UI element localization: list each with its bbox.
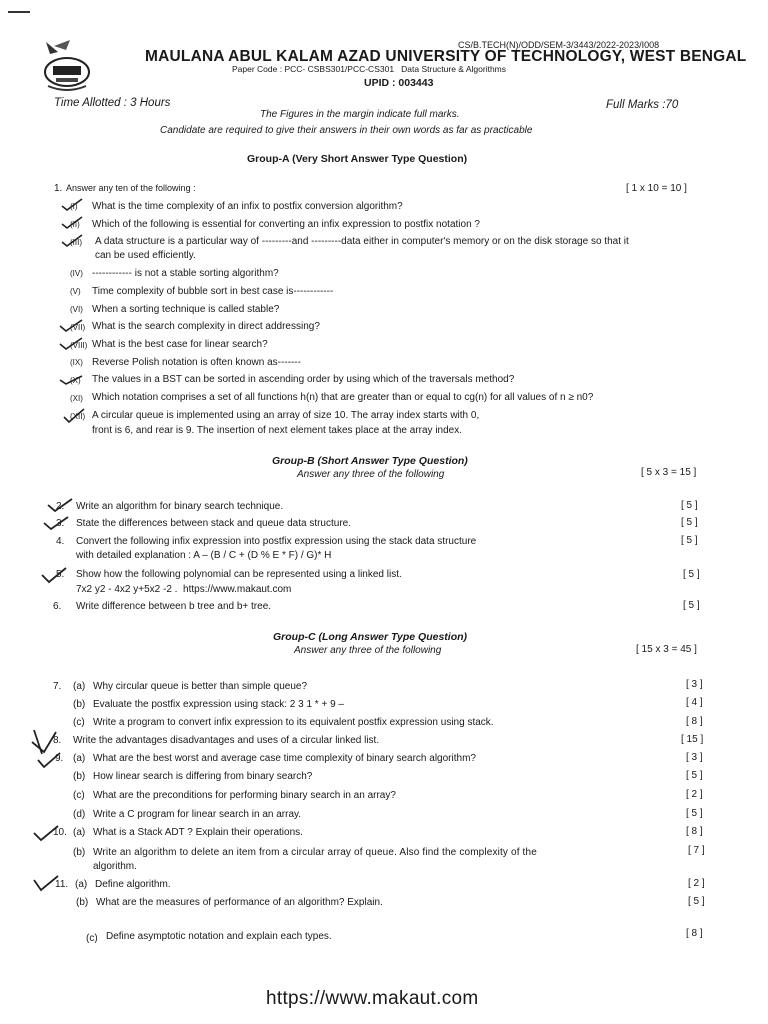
handwritten-tick-icon: [58, 336, 86, 350]
list-item: Time complexity of bubble sort in best case is------------: [92, 286, 334, 297]
question-marks: [ 3 ]: [686, 679, 703, 690]
group-a-title: Group-A (Very Short Answer Type Question): [247, 153, 468, 165]
question-number: 3.: [56, 518, 65, 529]
part-label: (c): [73, 717, 85, 728]
group-a-marks: [ 1 x 10 = 10 ]: [626, 183, 687, 194]
subject-name: Data Structure & Algorithms: [401, 64, 507, 74]
list-item: When a sorting technique is called stable?: [92, 304, 280, 315]
question-text: Evaluate the postfix expression using stack: 2 3 1 * + 9 –: [93, 699, 344, 710]
list-item: What is the best case for linear search?: [92, 339, 268, 350]
group-c-instruction: Answer any three of the following: [294, 645, 442, 656]
list-item: ------------ is not a stable sorting algorithm?: [92, 268, 279, 279]
handwritten-tick-icon: [60, 215, 86, 229]
item-number: (XII): [70, 412, 86, 421]
question-text: Write the advantages disadvantages and uses of a circular linked list.: [73, 735, 380, 746]
question-marks: [ 8 ]: [686, 716, 703, 727]
handwritten-tick-icon: [42, 515, 70, 531]
handwritten-tick-icon: [62, 407, 88, 423]
list-item: A circular queue is implemented using an array of size 10. The array index starts with 0,: [92, 410, 480, 421]
question-text: Write an algorithm to delete an item from a circular array of queue. Also find the complexity of the: [93, 847, 537, 858]
item-number: (III): [70, 238, 82, 247]
item-number: (VI): [70, 305, 83, 314]
list-item: Which of the following is essential for converting an infix expression to postfix notation ?: [92, 219, 480, 230]
part-label: (b): [73, 771, 86, 782]
question-text-continuation: algorithm.: [93, 861, 137, 872]
question-text: State the differences between stack and queue data structure.: [76, 518, 351, 529]
question-number: 10.: [53, 827, 67, 838]
part-label: (a): [73, 827, 86, 838]
item-number: (IX): [70, 358, 83, 367]
item-number: (XI): [70, 394, 83, 403]
question-text: Show how the following polynomial can be represented using a linked list.: [76, 569, 402, 580]
question-number: 4.: [56, 536, 65, 547]
paper-reference-code: CS/B.TECH(N)/ODD/SEM-3/3443/2022-2023/I008: [458, 40, 660, 50]
handwritten-tick-icon: [58, 372, 86, 386]
question-number: 7.: [53, 681, 62, 692]
upid: UPID : 003443: [364, 77, 434, 89]
list-item: A data structure is a particular way of ---------and ---------data either in computer's memory or on the disk storage so that it: [95, 236, 629, 247]
list-item: What is the search complexity in direct addressing?: [92, 321, 320, 332]
question-text: Define algorithm.: [95, 879, 171, 890]
part-label: (d): [73, 809, 86, 820]
question-marks: [ 2 ]: [686, 789, 703, 800]
question-text: Why circular queue is better than simple queue?: [93, 681, 308, 692]
group-b-instruction: Answer any three of the following: [297, 469, 445, 480]
question-marks: [ 5 ]: [681, 535, 698, 546]
part-label: (b): [76, 897, 89, 908]
question-text: Convert the following infix expression into postfix expression using the stack data structure: [76, 536, 477, 547]
part-label: (a): [75, 879, 88, 890]
group-c-title: Group-C (Long Answer Type Question): [273, 631, 468, 643]
list-item-continuation: can be used efficiently.: [95, 250, 196, 261]
polynomial-line: [76, 584, 291, 595]
group-b-title: Group-B (Short Answer Type Question): [272, 455, 468, 467]
handwritten-tick-icon: [40, 566, 68, 584]
item-number: (I): [70, 202, 78, 211]
question-marks: [ 3 ]: [686, 752, 703, 763]
question-marks: [ 2 ]: [688, 878, 705, 889]
polynomial-expression: 7x2 y2 - 4x2 y+5x2 -2 .: [76, 584, 178, 595]
question-marks: [ 5 ]: [683, 600, 700, 611]
question-text: What are the preconditions for performing binary search in an array?: [93, 790, 396, 801]
question-text: Write difference between b tree and b+ tree.: [76, 601, 272, 612]
university-logo-icon: [40, 38, 94, 96]
list-item: What is the time complexity of an infix to postfix conversion algorithm?: [92, 201, 403, 212]
handwritten-tick-icon: [32, 874, 60, 892]
full-marks: Full Marks :70: [606, 99, 679, 111]
question-text: Write an algorithm for binary search technique.: [76, 501, 284, 512]
list-item: Reverse Polish notation is often known as-------: [92, 357, 301, 368]
handwritten-tick-icon: [46, 497, 74, 513]
question-number: 6.: [53, 601, 62, 612]
part-label: (b): [73, 699, 86, 710]
question-text: What is a Stack ADT ? Explain their operations.: [93, 827, 303, 838]
part-label: (b): [73, 847, 86, 858]
item-number: (VIII): [70, 341, 88, 350]
group-c-marks: [ 15 x 3 = 45 ]: [636, 644, 697, 655]
footer-link[interactable]: https://www.makaut.com: [266, 988, 479, 1009]
paper-code: Paper Code : PCC- CSBS301/PCC-CS301: [232, 64, 395, 74]
handwritten-tick-icon: [58, 318, 86, 332]
group-b-marks: [ 5 x 3 = 15 ]: [641, 467, 697, 478]
question-marks: [ 5 ]: [681, 500, 698, 511]
question-text: How linear search is differing from binary search?: [93, 771, 313, 782]
part-label: (c): [73, 790, 85, 801]
list-item: Which notation comprises a set of all functions h(n) that are greater than or equal to cg(n) for all values of n ≥ n0?: [92, 392, 594, 403]
question-marks: [ 5 ]: [683, 569, 700, 580]
question-marks: [ 15 ]: [681, 734, 704, 745]
question-number: 9.: [55, 753, 64, 764]
question-text: Define asymptotic notation and explain each types.: [106, 931, 332, 942]
makaut-link[interactable]: https://www.makaut.com: [183, 584, 292, 595]
question-text: Write a program to convert infix expression to its equivalent postfix expression using stack.: [93, 717, 494, 728]
list-item-continuation: front is 6, and rear is 9. The insertion of next element takes place at the array index.: [92, 425, 463, 436]
item-number: (X): [70, 376, 81, 385]
question-number: 5.: [56, 569, 65, 580]
top-dash-mark: [8, 11, 30, 13]
group-a-instruction: Answer any ten of the following :: [66, 183, 196, 193]
item-number: (II): [70, 220, 80, 229]
question-marks: [ 7 ]: [688, 845, 705, 856]
figures-note: The Figures in the margin indicate full marks.: [260, 109, 460, 120]
question-marks: [ 8 ]: [686, 928, 703, 939]
candidate-note: Candidate are required to give their answers in their own words as far as practicable: [160, 125, 533, 136]
part-label: (a): [73, 753, 86, 764]
time-allotted: Time Allotted : 3 Hours: [54, 97, 171, 109]
handwritten-tick-icon: [36, 751, 62, 769]
university-name: MAULANA ABUL KALAM AZAD UNIVERSITY OF TECHNOLOGY, WEST BENGAL: [145, 48, 747, 65]
handwritten-tick-icon: [60, 197, 86, 211]
item-number: (VII): [70, 323, 86, 332]
part-label: (c): [86, 933, 98, 944]
question-1-number: 1.: [54, 183, 63, 194]
handwritten-tick-icon: [60, 233, 86, 247]
question-text: What are the measures of performance of an algorithm? Explain.: [96, 897, 383, 908]
part-label: (a): [73, 681, 86, 692]
question-marks: [ 5 ]: [688, 896, 705, 907]
question-number: 2.: [56, 501, 65, 512]
question-number: 8.: [53, 735, 62, 746]
item-number: (V): [70, 287, 81, 296]
handwritten-tick-icon: [32, 824, 60, 842]
question-marks: [ 5 ]: [686, 770, 703, 781]
question-marks: [ 4 ]: [686, 697, 703, 708]
paper-code-line: [232, 64, 506, 74]
list-item: The values in a BST can be sorted in ascending order by using which of the traversals method?: [92, 374, 515, 385]
question-number: 11.: [55, 879, 69, 890]
question-text: Write a C program for linear search in an array.: [93, 809, 302, 820]
question-text-continuation: with detailed explanation : A – (B / C + (D % E * F) / G)* H: [76, 550, 332, 561]
question-text: What are the best worst and average case time complexity of binary search algorithm?: [93, 753, 476, 764]
question-marks: [ 8 ]: [686, 826, 703, 837]
item-number: (IV): [70, 269, 83, 278]
question-marks: [ 5 ]: [686, 808, 703, 819]
question-marks: [ 5 ]: [681, 517, 698, 528]
